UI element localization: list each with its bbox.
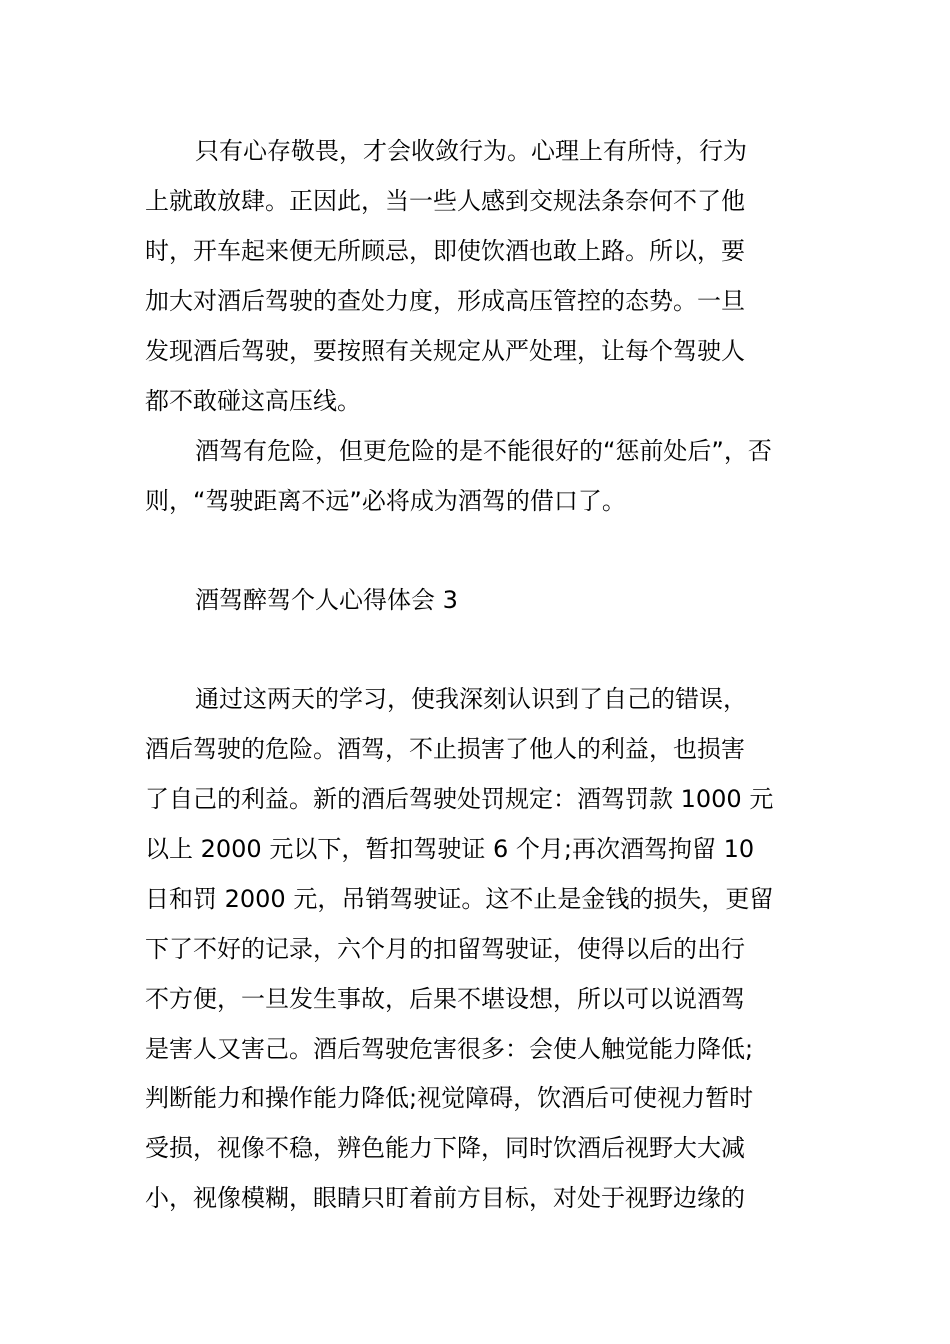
- text-line: 上就敢放肆。正因此，当一些人感到交规法条奈何不了他: [145, 187, 745, 215]
- text-line: 则，“驾驶距离不远”必将成为酒驾的借口了。: [145, 487, 626, 515]
- text-line: 小，视像模糊，眼睛只盯着前方目标，对处于视野边缘的: [145, 1184, 745, 1212]
- text-line: 只有心存敬畏，才会收敛行为。心理上有所恃，行为: [195, 137, 747, 165]
- text-line: 日和罚 2000 元，吊销驾驶证。这不止是金钱的损失，更留: [145, 885, 774, 913]
- text-line: 了自己的利益。新的酒后驾驶处罚规定：酒驾罚款 1000 元: [145, 785, 774, 813]
- text-line: 以上 2000 元以下，暂扣驾驶证 6 个月;再次酒驾拘留 10: [145, 835, 755, 863]
- text-line: 通过这两天的学习，使我深刻认识到了自己的错误，: [195, 685, 747, 713]
- text-line: 酒驾有危险，但更危险的是不能很好的“惩前处后”，否: [195, 437, 772, 465]
- text-line: 发现酒后驾驶，要按照有关规定从严处理，让每个驾驶人: [145, 337, 745, 365]
- text-line: 都不敢碰这高压线。: [145, 387, 361, 415]
- text-line: 时，开车起来便无所顾忌，即使饮酒也敢上路。所以，要: [145, 237, 745, 265]
- text-line: 判断能力和操作能力降低;视觉障碍，饮酒后可使视力暂时: [145, 1084, 754, 1112]
- text-line: 酒后驾驶的危险。酒驾，不止损害了他人的利益，也损害: [145, 735, 745, 763]
- text-line: 受损，视像不稳，辨色能力下降，同时饮酒后视野大大减: [145, 1134, 745, 1162]
- text-line: 加大对酒后驾驶的查处力度，形成高压管控的态势。一旦: [145, 287, 745, 315]
- text-line: 下了不好的记录，六个月的扣留驾驶证，使得以后的出行: [145, 935, 745, 963]
- text-line: 不方便，一旦发生事故，后果不堪设想，所以可以说酒驾: [145, 985, 745, 1013]
- section-heading: 酒驾醉驾个人心得体会 3: [195, 586, 458, 614]
- text-line: 是害人又害己。酒后驾驶危害很多：会使人触觉能力降低;: [145, 1035, 754, 1063]
